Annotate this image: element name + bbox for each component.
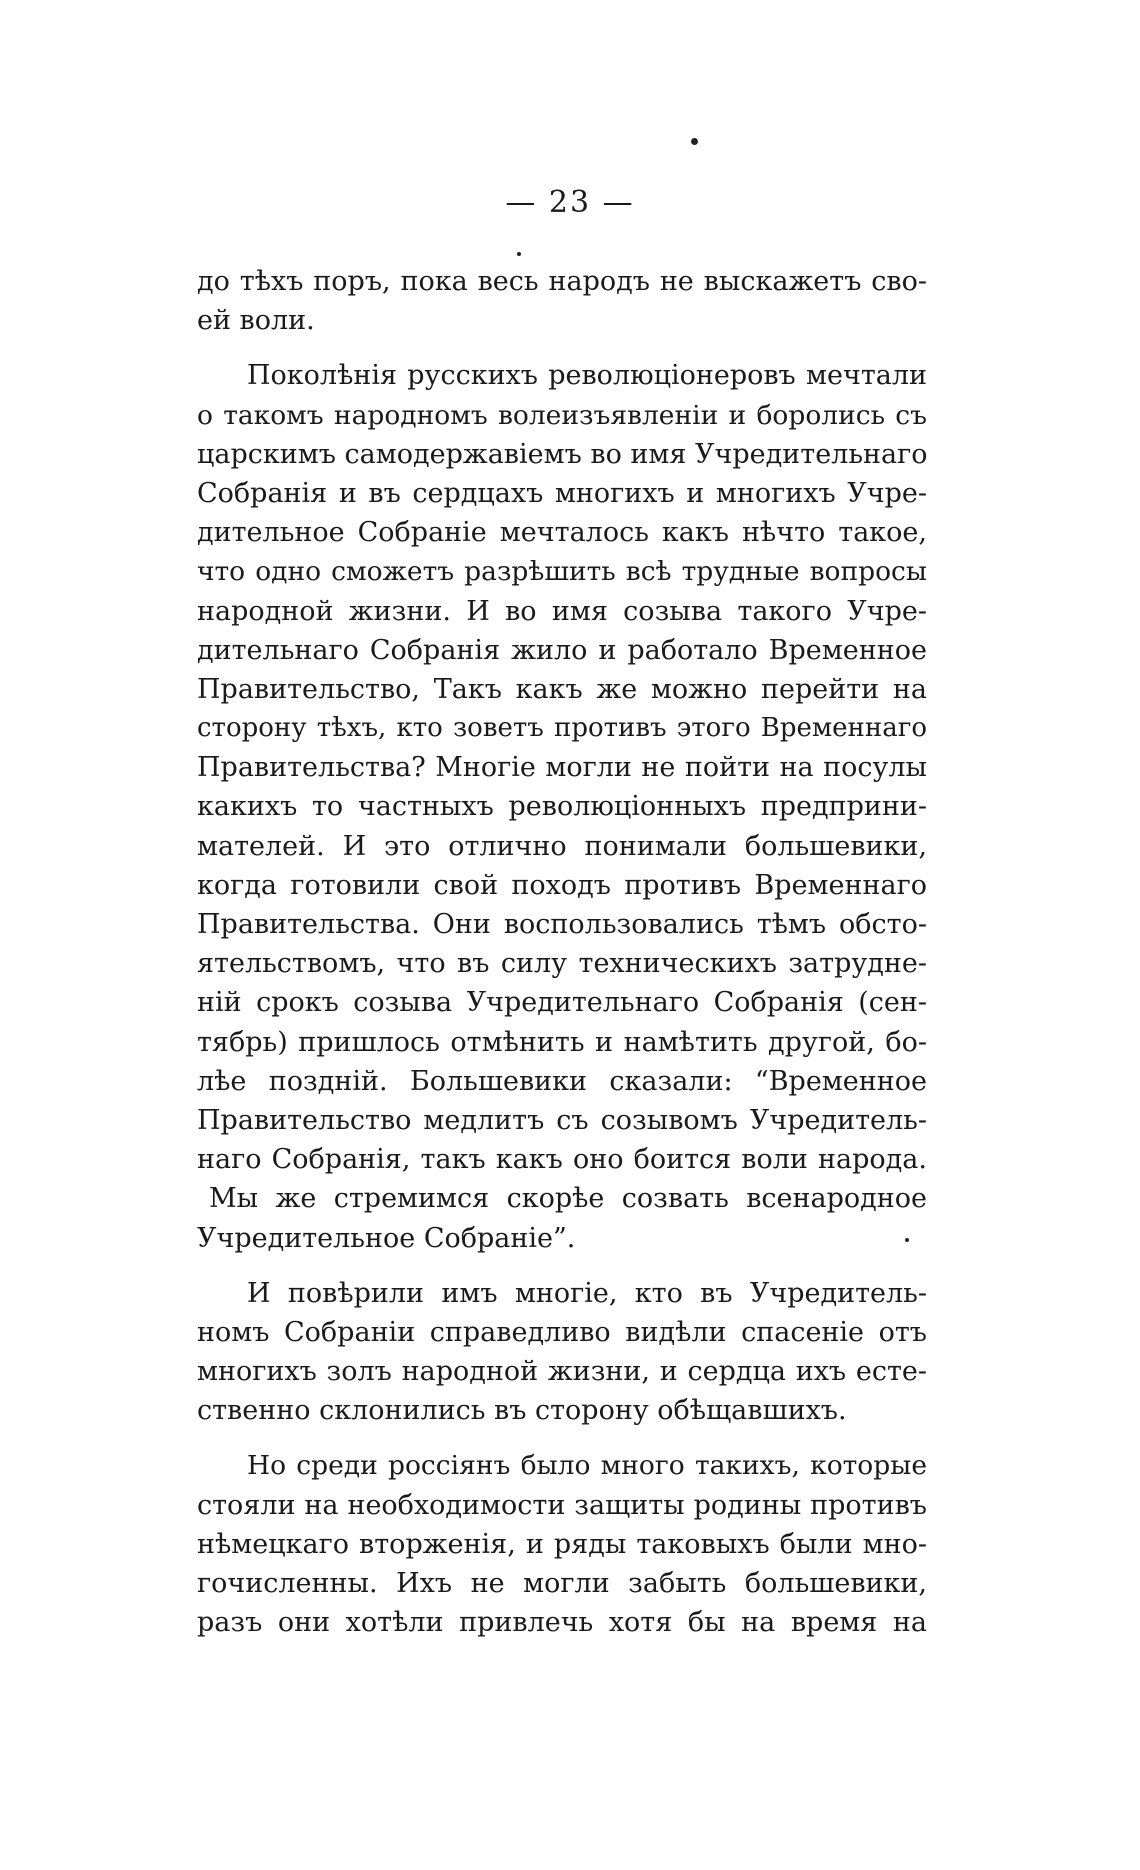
body-text [197,262,927,1642]
text-line: стояли на необходимости защиты родины противъ [197,1489,927,1521]
text-line: мателей. И это отлично понимали большевики, [197,830,927,862]
text-line: сторону тѣхъ, кто зоветъ противъ этого Временнаго [197,713,927,744]
text-line: наго Собранія, такъ какъ оно боится воли народа. [197,1144,927,1176]
paragraph [197,1274,927,1431]
text-line: Правительства? Многіе могли не пойти на посулы [197,752,927,784]
text-line: Правительство, Такъ какъ же можно перейти на [197,673,927,705]
text-line: Учредительное Собраніе”. [197,1222,576,1254]
paragraph [197,262,927,340]
text-line: какихъ то частныхъ революціонныхъ предприни- [197,791,927,823]
text-line: народной жизни. И во имя созыва такого Учре- [197,595,927,627]
text-line: многихъ золъ народной жизни, и сердца ихъ есте- [197,1356,927,1388]
text-line: Но среди россіянъ было много такихъ, которые [247,1450,927,1482]
paragraph [197,1446,927,1642]
text-line: гочисленны. Ихъ не могли забыть большевики, [197,1568,927,1599]
text-line: И повѣрили имъ многіе, кто въ Учредитель- [247,1277,927,1309]
text-line: Правительство медлитъ съ созывомъ Учредитель- [197,1104,927,1136]
text-line: дительное Собраніе мечталось какъ нѣчто такое, [197,517,927,549]
text-line: нѣмецкаго вторженія, и ряды таковыхъ были мно- [197,1528,927,1560]
text-line: ній срокъ созыва Учредительнаго Собранія (сен- [197,987,927,1019]
ink-speck [691,138,698,145]
text-line: тябрь) пришлось отмѣнить и намѣтить другой, бо- [197,1026,927,1058]
text-line: ятельствомъ, что въ силу техническихъ затрудне- [197,948,927,980]
text-line: лѣе поздній. Большевики сказали: “Временное [197,1065,927,1097]
text-line: дительнаго Собранія жило и работало Временное [197,634,927,666]
text-line: Мы же стремимся скорѣе созвать всенародное [209,1183,927,1215]
text-line: о такомъ народномъ волеизъявленіи и боролись съ [197,399,927,431]
text-line: Поколѣнія русскихъ революціонеровъ мечтали [247,360,927,392]
text-line: разъ они хотѣли привлечь хотя бы на время на [197,1607,927,1639]
text-line: ей воли. [197,305,315,337]
text-line: царскимъ самодержавіемъ во имя Учредительнаго [197,438,928,470]
text-line: Правительства. Они воспользовались тѣмъ обсто- [197,909,927,940]
text-line: ственно склонились въ сторону обѣщавшихъ. [197,1395,847,1427]
text-line: Собранія и въ сердцахъ многихъ и многихъ Учре- [197,477,927,509]
text-line: когда готовили свой походъ противъ Временнаго [197,869,927,901]
text-line: номъ Собраніи справедливо видѣли спасеніе отъ [197,1316,927,1348]
paragraph [197,356,927,1257]
ink-speck [517,252,521,256]
text-line: что одно сможетъ разрѣшить всѣ трудные вопросы [197,556,927,588]
text-line: до тѣхъ поръ, пока весь народъ не выскажетъ сво- [197,266,927,297]
page-number: — 23 — [505,185,635,220]
